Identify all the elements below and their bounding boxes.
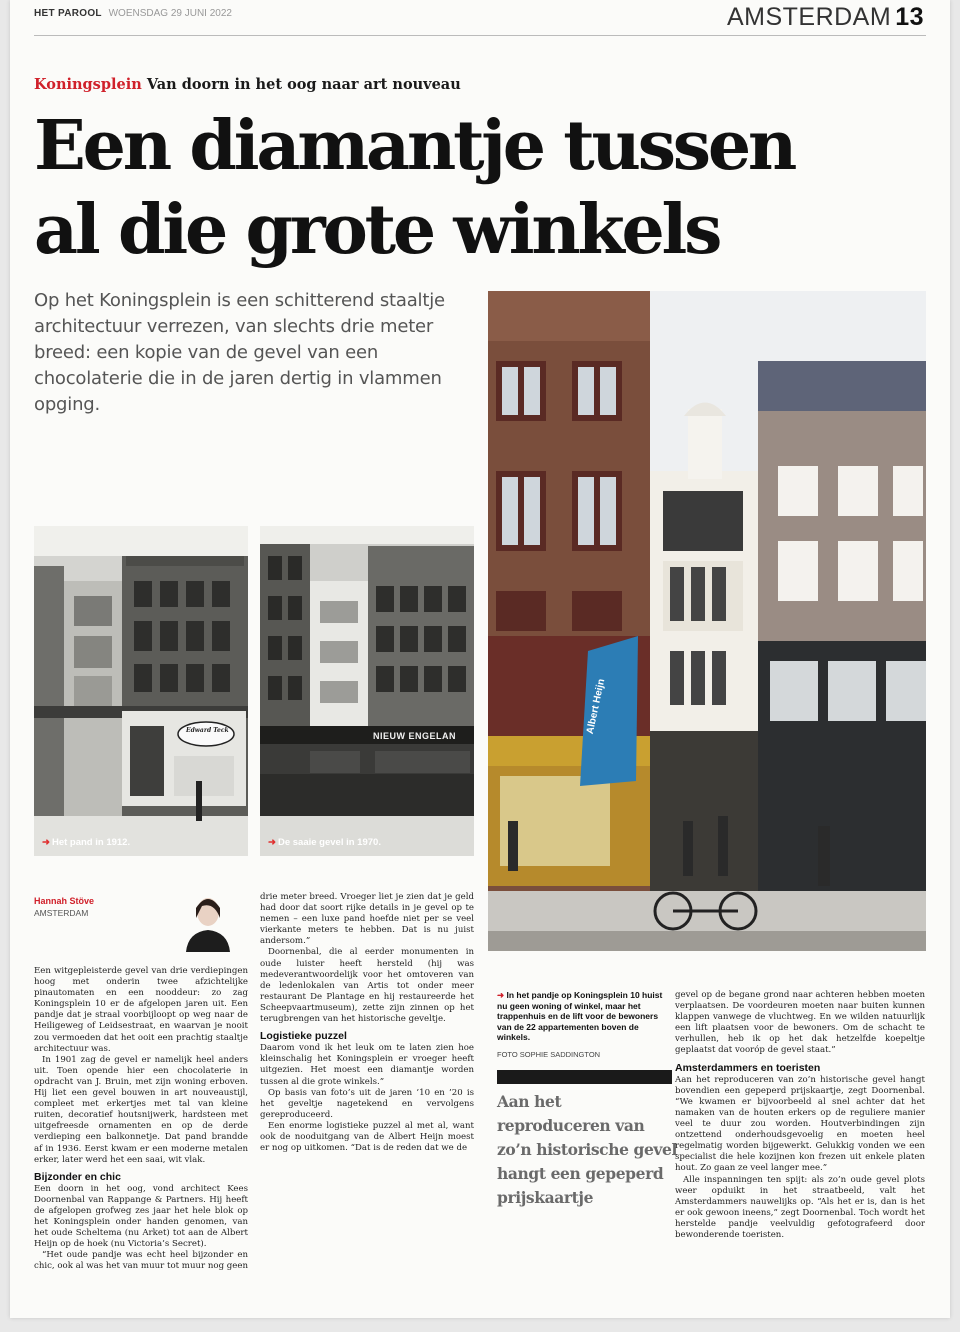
body-column-2	[260, 892, 474, 1154]
author-avatar	[178, 888, 238, 952]
kicker	[34, 76, 461, 93]
body-paragraph: Doornenbal, die al eerder monumenten in oude luister heeft hersteld (hij was medeverantwoordelijk voor het omtoveren van de ledenlokalen van Artis tot onder meer restaurant De Plantage en hij restaureerde het Scheepvaartmuseum), zette zijn zinnen op het terugbrengen van het historische geveltje.	[260, 947, 474, 1025]
body-column-1	[34, 966, 248, 1273]
kicker-text: Van doorn in het oog naar art nouveau	[146, 76, 461, 93]
body-paragraph: “Het oude pandje was echt heel bijzonder en chic, ook al was het van muur tot muur nog geen	[34, 1250, 249, 1272]
page-number: 13	[895, 3, 924, 31]
newspaper-brand: HET PAROOL	[34, 8, 102, 19]
photo-1970	[260, 526, 474, 856]
body-paragraph: gevel op de begane grond naar achteren hebben moeten verplaatsen. De voordeuren moeten naar buiten kunnen klappen vanwege de vluchtweg. En we wilden natuurlijk een lift plaatsen voor de bewoners. Om de schacht te verhullen, heb ik op het dak hetzelfde koepeltje geplaatst dat vooróp de gevel staat.”	[675, 990, 925, 1056]
pullquote: Aan het reproduceren van zo’n historische gevel hangt een gepeperd prijskaartje	[497, 1092, 677, 1207]
author-location: AMSTERDAM	[34, 908, 89, 918]
body-column-4	[675, 990, 925, 1241]
kicker-topic: Koningsplein	[34, 76, 142, 93]
arrow-icon: ➜	[497, 990, 505, 1000]
body-paragraph: Aan het reproduceren van zo’n historische gevel hangt bovendien een gepeperd prijskaartje, zegt Doornenbal. “We kwamen er bijvoorbeeld al snel achter dat het namaken van de houten erkers op de reguliere manier veel te duur zou worden. Houtverbindingen zijn ontzettend onderhoudsgevoelig en moeten heel regelmatig worden bijgewerkt. Gelukkig vonden we een specialist die hele kozijnen kon frezen uit enkele platen hout. Zo gaan ze veel langer mee.”	[675, 1074, 925, 1174]
body-paragraph: Op basis van foto’s uit de jaren ’10 en ’20 is het geveltje nagetekend en vervolgens gereproduceerd.	[260, 1087, 474, 1120]
photo-1970-caption: ➜ De saaie gevel in 1970.	[268, 837, 381, 848]
headline-line-1: Een diamantje tussen	[34, 106, 795, 186]
section-name: AMSTERDAM	[726, 3, 892, 31]
body-paragraph: Een doorn in het oog, vond architect Kees Doornenbal van Rappange & Partners. Hij heeft de afgelopen grofweg zes jaar het hele blok op het Koningsplein onder handen genomen, van het oude Scheltema (nu Arket) tot aan de Albert Heijn op de hoek (nu Victoria’s Secret).	[34, 1183, 248, 1250]
arrow-icon: ➜	[268, 837, 276, 848]
masthead-rule	[34, 35, 926, 36]
subheading-amsterdammers: Amsterdammers en toeristen	[675, 1061, 821, 1074]
subheading-logistiek: Logistieke puzzel	[260, 1030, 347, 1043]
lead-paragraph: Op het Koningsplein is een schitterend staaltje architectuur verrezen, van slechts drie meter breed: een kopie van de gevel van een chocolaterie die in de jaren dertig in vlammen opging.	[34, 290, 445, 415]
main-photo-caption: ➜ In het pandje op Koningsplein 10 huist nu geen woning of winkel, maar het trappenhuis en de lift voor de bewoners van de 22 appartementen boven de winkels.	[497, 990, 663, 1042]
photo-1912-caption: ➜ Het pand in 1912.	[42, 837, 131, 848]
headline-line-2: al die grote winkels	[34, 190, 720, 270]
author-name: Hannah Stöve	[34, 896, 95, 906]
body-paragraph: drie meter breed. Vroeger liet je zien dat je geld had door dat soort rijke details in je gevel op te nemen – een luxe pand hoefde niet per se veel vierkante meters te hebben. Dat is nu juist andersom.”	[260, 892, 474, 947]
body-paragraph: Een enorme logistieke puzzel al met al, want ook de nooduitgang van de Albert Heijn moest er nog op uitkomen. “Dat is de reden dat we de	[260, 1120, 474, 1154]
body-paragraph: In 1901 zag de gevel er namelijk heel anders uit. Toen opende hier een chocolaterie in opdracht van J. Bruin, met zijn woning erboven. Hij liet een gevel bouwen in art nouveaustijl, compleet met erkertjes met tal van kleine ruiten, decoratief houtsnijwerk, hardsteen met uitgefreesde ornamenten en op de derde verdieping een balkonnetje. Dat pand brandde af in 1936. Eerst kwam er een moderne metalen erker, later werd het een saai, wit vlak.	[34, 1054, 248, 1165]
photo-1970-sign: NIEUW ENGELAN	[373, 731, 456, 741]
photo-1912	[34, 526, 248, 856]
main-photo	[488, 291, 926, 951]
subheading-bijzonder: Bijzonder en chic	[34, 1170, 121, 1183]
body-paragraph: Daarom vond ik het leuk om te laten zien hoe kleinschalig het Koningsplein er vroeger heeft uitgezien. Het moest een diamantje worden tussen al die grote winkels.”	[260, 1043, 474, 1087]
newspaper-page	[10, 0, 950, 1318]
photo-1912-sign: Edward Teck	[186, 727, 229, 734]
body-paragraph: Een witgepleisterde gevel van drie verdiepingen hoog met onderin twee afzichtelijke pinautomaten en een nooddeur: zo zag Koningsplein 10 er de afgelopen jaren uit. Een pandje dat je straal voorbijloopt op weg naar de Heiligeweg of Leidsestraat, en waarvan je nooit zou vermoeden dat het ooit een prachtig staaltje architectuur was.	[34, 966, 248, 1054]
body-paragraph: Alle inspanningen ten spijt: als zo’n oude gevel plots weer opduikt in het straatbeeld, valt het Amsterdammers nauwelijks op. “Als het er is, dan is het er ook gewoon ineens,” zegt Doornenbal. Toch wordt het herstelde pandje veelvuldig gefotografeerd door bewonderende toeristen.	[675, 1174, 925, 1240]
albert-heijn-banner: Albert Heijn	[584, 677, 608, 736]
headline	[34, 104, 934, 272]
masthead-right	[727, 3, 924, 32]
photo-credit: FOTO SOPHIE SADDINGTON	[497, 1050, 601, 1059]
pullquote-bar	[497, 1070, 672, 1084]
arrow-icon: ➜	[42, 837, 50, 848]
issue-date: WOENSDAG 29 JUNI 2022	[108, 8, 232, 19]
masthead-left	[34, 8, 232, 19]
